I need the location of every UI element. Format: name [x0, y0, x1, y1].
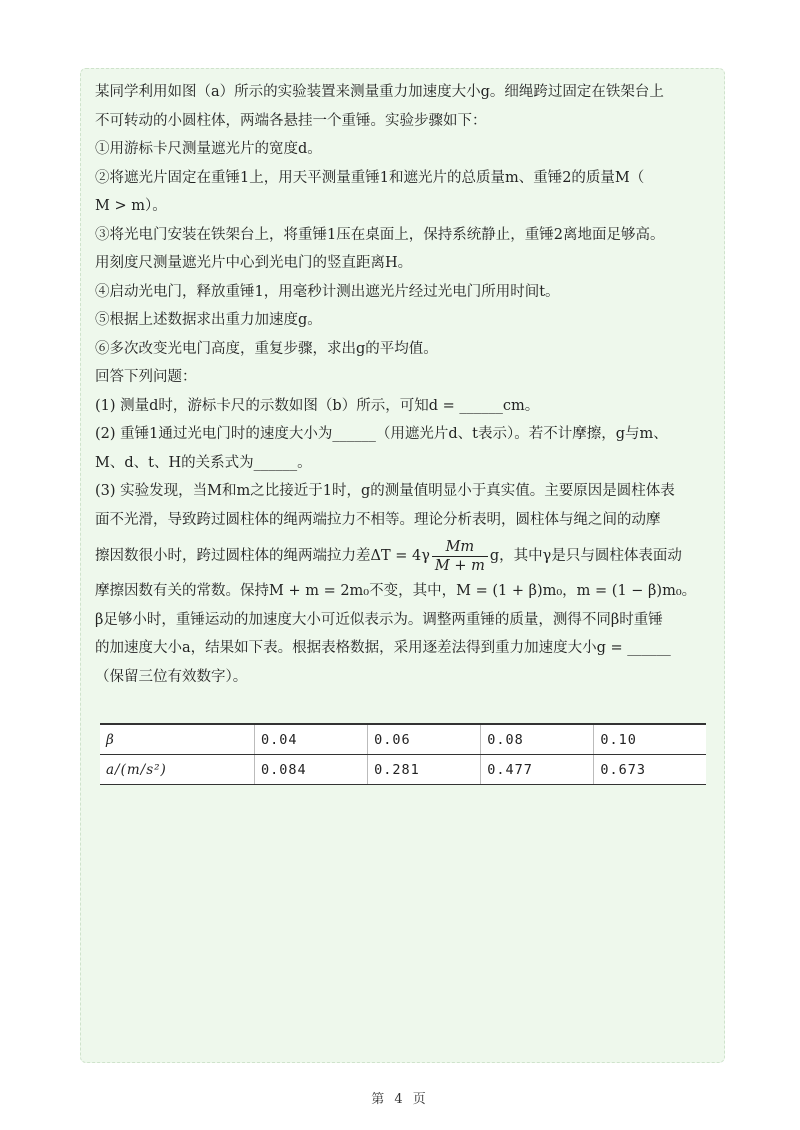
- table-cell: 0.04: [255, 724, 368, 755]
- step-3a: ③将光电门安装在铁架台上，将重锤1压在桌面上，保持系统静止，重锤2离地面足够高。: [95, 226, 665, 243]
- table-cell: 0.06: [368, 724, 481, 755]
- question-1: (1) 测量d时，游标卡尺的示数如图（b）所示，可知d = ______cm。: [95, 397, 540, 414]
- table-cell: 0.281: [368, 755, 481, 785]
- table-header-acceleration: a/(m/s²): [100, 755, 255, 785]
- question-2b: M、d、t、H的关系式为______。: [95, 454, 312, 471]
- formula-prefix: 擦因数很小时，跨过圆柱体的绳两端拉力差ΔT = 4γ: [95, 548, 430, 564]
- step-4: ④启动光电门，释放重锤1，用毫秒计测出遮光片经过光电门所用时间t。: [95, 283, 560, 300]
- step-2a: ②将遮光片固定在重锤1上，用天平测量重锤1和遮光片的总质量m、重锤2的质量M（: [95, 169, 645, 186]
- fraction-numerator: Mm: [432, 538, 488, 557]
- question-3g: （保留三位有效数字）。: [95, 668, 248, 685]
- step-3b: 用刻度尺测量遮光片中心到光电门的竖直距离H。: [95, 255, 413, 271]
- fraction: [432, 538, 488, 575]
- table-row-acceleration: [100, 755, 706, 785]
- table-row-beta: [100, 724, 706, 755]
- table-cell: 0.084: [255, 755, 368, 785]
- formula-suffix: g，其中γ是只与圆柱体表面动: [489, 548, 682, 564]
- question-2a: (2) 重锤1通过光电门时的速度大小为______（用遮光片d、t表示）。若不计摩擦，g与m、: [95, 426, 668, 442]
- table-header-beta: β: [100, 724, 255, 755]
- question-3d: 摩擦因数有关的常数。保持M + m = 2m₀不变，其中，M = (1 + β)m₀，m = (1 − β)m₀。: [95, 583, 697, 599]
- page-number: 第 4 页: [371, 1092, 429, 1107]
- question-3c: [95, 536, 717, 576]
- step-1: ①用游标卡尺测量遮光片的宽度d。: [95, 141, 322, 157]
- question-3f: 的加速度大小a，结果如下表。根据表格数据，采用逐差法得到重力加速度大小g = ______: [95, 640, 671, 656]
- table-cell: 0.673: [594, 755, 706, 785]
- table-cell: 0.08: [481, 724, 594, 755]
- question-content: [95, 80, 717, 693]
- table-cell: 0.10: [594, 724, 706, 755]
- questions-heading: 回答下列问题：: [95, 369, 197, 385]
- intro-line-2: 不可转动的小圆柱体，两端各悬挂一个重锤。实验步骤如下：: [95, 112, 487, 129]
- question-3e: β足够小时，重锤运动的加速度大小可近似表示为。调整两重锤的质量，测得不同β时重锤: [95, 611, 663, 628]
- question-3b: 面不光滑，导致跨过圆柱体的绳两端拉力不相等。理论分析表明，圆柱体与绳之间的动摩: [95, 511, 661, 528]
- table-cell: 0.477: [481, 755, 594, 785]
- data-table: [100, 723, 706, 785]
- step-6: ⑥多次改变光电门高度，重复步骤，求出g的平均值。: [95, 340, 438, 357]
- step-2b: M > m）。: [95, 198, 167, 214]
- question-3a: (3) 实验发现，当M和m之比接近于1时，g的测量值明显小于真实值。主要原因是圆柱体表: [95, 483, 675, 499]
- step-5: ⑤根据上述数据求出重力加速度g。: [95, 312, 322, 328]
- fraction-denominator: M + m: [434, 557, 485, 574]
- intro-line-1: 某同学利用如图（a）所示的实验装置来测量重力加速度大小g。细绳跨过固定在铁架台上: [95, 84, 664, 100]
